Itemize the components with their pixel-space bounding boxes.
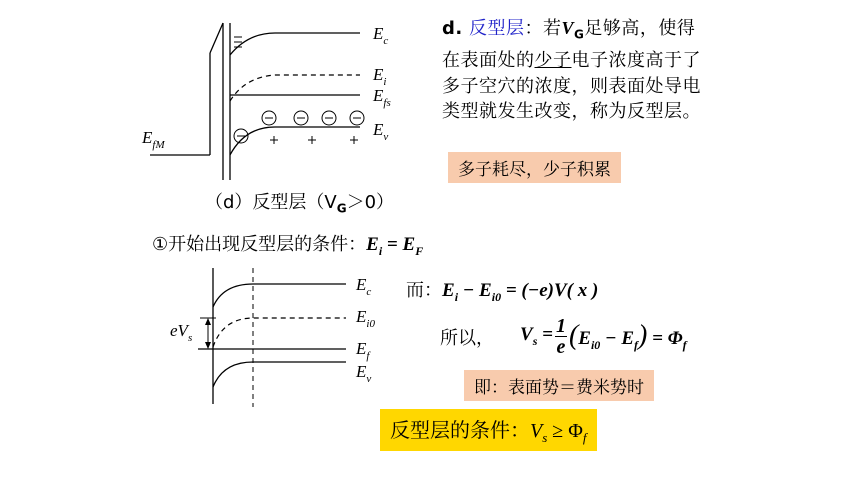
- ei-curve: [230, 75, 360, 101]
- efs-label: $E_{fs}$: [373, 86, 391, 109]
- equation-surface-potential: 所以， $V_s$ = 1 e $(E_{i0} - E_f) = \Phi_f$: [440, 315, 687, 358]
- ei0-curve: [213, 318, 346, 347]
- majority-minority-tag: 多子耗尽，少子积累: [448, 152, 621, 183]
- inversion-onset-condition: ①开始出现反型层的条件：$E_i = E_F$: [152, 234, 424, 258]
- inversion-band-diagram: [130, 15, 410, 180]
- ev-curve: [230, 127, 360, 155]
- keyword-inversion: 反型层: [468, 18, 525, 39]
- inversion-definition: d. 反型层：若$V_G$足够高，使得在表面处的少子电子浓度高于了多子空穴的浓度，则表面处导电类型就发生改变，称为反型层。: [442, 18, 701, 123]
- ec-curve: [213, 284, 346, 307]
- ec-curve: [230, 33, 360, 55]
- ei-label: $E_i$: [373, 65, 387, 88]
- ev-curve: [213, 362, 346, 387]
- ei0-label: $E_{i0}$: [356, 307, 375, 330]
- section-letter: d.: [442, 18, 463, 39]
- oxide-left: [210, 23, 223, 53]
- ec-label: $E_c$: [373, 24, 389, 47]
- threshold-band-diagram: [168, 262, 398, 412]
- fraction-one-over-e: 1 e: [555, 315, 566, 358]
- ef-label: $E_f$: [356, 339, 370, 362]
- equation-er: 而：$E_i - E_{i0} = (-e)V$( x ): [406, 280, 599, 304]
- inversion-condition-box: 反型层的条件：$V_s \ge \Phi_f$: [380, 409, 597, 451]
- fermi-potential-tag: 即：表面势＝费米势时: [464, 370, 654, 401]
- minority-carrier-underlined: 少子: [534, 50, 572, 72]
- ec-label: $E_c$: [356, 275, 372, 298]
- positive-charges: [270, 136, 358, 144]
- ev-label: $E_v$: [373, 120, 389, 143]
- efm-label: $E_{fM}$: [142, 128, 165, 151]
- ev-label: $E_v$: [356, 362, 372, 385]
- evs-label: $eV_s$: [170, 321, 193, 344]
- top-diagram-caption: （d）反型层$(V_G>0)$: [205, 192, 395, 216]
